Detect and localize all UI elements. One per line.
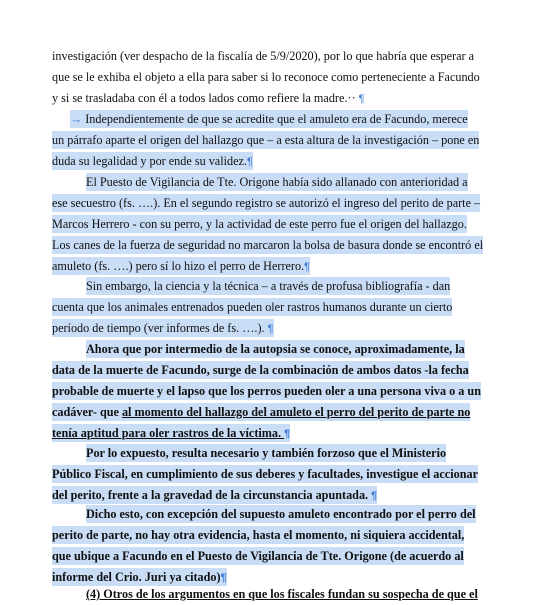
p2-line-2-text: un párrafo aparte el origen del hallazgo que – a esta altura de la investigación – pone en — [52, 132, 480, 147]
paragraph-5[interactable] — [52, 339, 480, 443]
p5-line-1 — [52, 339, 480, 360]
p4-line-3 — [52, 318, 480, 339]
paragraph-1 — [52, 46, 480, 109]
p4-line-2 — [52, 297, 480, 318]
p6-line-1 — [52, 443, 480, 464]
paragraph-6[interactable] — [52, 443, 480, 506]
p6-line-2 — [52, 464, 480, 485]
p5-line-1-text: Ahora que por intermedio de la autopsia se conoce, aproximadamente, la — [86, 342, 465, 356]
p3-line-1 — [52, 172, 480, 193]
p6-line-3-text: del perito, frente a la gravedad de la circunstancia apuntada. — [52, 487, 372, 502]
paragraph-8-partial — [52, 584, 480, 605]
p3-line-2-text: ese secuestro (fs. ….). En el segundo registro se autorizó el ingreso del perito de parte – — [52, 195, 481, 210]
p5-line-4-plain: cadáver- que — [52, 404, 122, 419]
pilcrow-mark: ¶ — [246, 155, 253, 168]
p5-line-2-text: data de la muerte de Facundo, surge de la combinación de ambos datos -la fecha — [52, 362, 469, 377]
p1-line-3 — [52, 88, 480, 109]
p3-line-3-text: Marcos Herrero - con su perro, y la actividad de este perro fue el origen del hallazgo. — [52, 216, 467, 231]
paragraph-4[interactable] — [52, 276, 480, 339]
pilcrow-mark: ¶ — [371, 489, 378, 502]
pilcrow-mark: ¶ — [220, 571, 227, 584]
p2-line-1-text: Independientemente de que se acredite que el amuleto era de Facundo, merece — [85, 112, 468, 126]
p4-line-1-text: Sin embargo, la ciencia y la técnica – a través de profusa bibliografía - dan — [86, 279, 451, 293]
p5-line-3-text: probable de muerte y el lapso que los perros pueden oler a una persona viva o a un — [52, 383, 481, 398]
p7-line-3 — [52, 546, 480, 567]
p2-line-3-text: duda su legalidad y por ende su validez. — [52, 153, 247, 168]
p3-line-2 — [52, 193, 480, 214]
paragraph-3[interactable] — [52, 172, 484, 276]
p6-line-2-text: Público Fiscal, en cumplimiento de sus deberes y facultades, investigue el accionar — [52, 466, 478, 481]
p6-line-1-text: Por lo expuesto, resulta necesario y también forzoso que el Ministerio — [86, 446, 447, 460]
p2-line-1 — [52, 109, 480, 130]
p5-line-3 — [52, 381, 480, 402]
p5-line-2 — [52, 360, 480, 381]
p3-line-4-text: Los canes de la fuerza de seguridad no marcaron la bolsa de basura donde se encontró el — [52, 237, 484, 252]
p5-line-4 — [52, 402, 480, 423]
p8-line-1 — [52, 584, 480, 605]
p1-line-1: investigación (ver despacho de la fiscalía de 5/9/2020), por lo que habría que esperar a — [52, 49, 474, 63]
pilcrow-mark: ¶ — [267, 322, 274, 335]
p6-line-3 — [52, 485, 480, 506]
p5-line-5-underlined: tenía aptitud para oler rastros de la víctima. — [52, 425, 285, 440]
p3-line-5 — [52, 256, 480, 277]
p4-line-2-text: cuenta que los animales entrenados pueden oler rastros humanos durante un cierto — [52, 299, 453, 314]
p7-line-1 — [52, 504, 480, 525]
p7-line-2-text: perito de parte, no hay otra evidencia, hasta el momento, ni siquiera accidental, — [52, 527, 465, 542]
p3-line-3 — [52, 214, 480, 235]
p4-line-3-text: período de tiempo (ver informes de fs. ….). — [52, 320, 268, 335]
p4-line-1 — [52, 276, 480, 297]
p2-line-2 — [52, 130, 480, 151]
p3-line-4 — [52, 235, 484, 256]
p7-line-4-text: informe del Crio. Juri ya citado) — [52, 569, 221, 584]
paragraph-7[interactable] — [52, 504, 480, 588]
p7-line-2 — [52, 525, 480, 546]
p3-line-5-text: amuleto (fs. ….) pero sí lo hizo el perro de Herrero. — [52, 258, 305, 273]
p7-line-1-text: Dicho esto, con excepción del supuesto amuleto encontrado por el perro del — [86, 507, 476, 521]
tab-arrow-icon: → — [70, 112, 83, 126]
pilcrow-mark: ¶ — [358, 92, 365, 105]
pilcrow-mark: ¶ — [304, 260, 311, 273]
p8-line-1-text: (4) Otros de los argumentos en que los fiscales fundan su sospecha de que el — [86, 587, 478, 601]
p5-line-4-underlined: al momento del hallazgo del amuleto el perro del perito de parte no — [121, 404, 471, 419]
pilcrow-mark: ¶ — [284, 427, 291, 440]
paragraph-2[interactable] — [52, 109, 480, 172]
p1-line-3-text: y si se trasladaba con él a todos lados como refiere la madre.·· — [52, 90, 356, 105]
p1-line-2: que se le exhiba el objeto a ella para saber si lo reconoce como perteneciente a Facundo — [52, 69, 480, 84]
p2-line-3 — [52, 151, 480, 172]
p7-line-3-text: que ubique a Facundo en el Puesto de Vigilancia de Tte. Origone (de acuerdo al — [52, 548, 464, 563]
p3-line-1-text: El Puesto de Vigilancia de Tte. Origone había sido allanado con anterioridad a — [86, 175, 468, 189]
p5-line-5 — [52, 423, 480, 444]
